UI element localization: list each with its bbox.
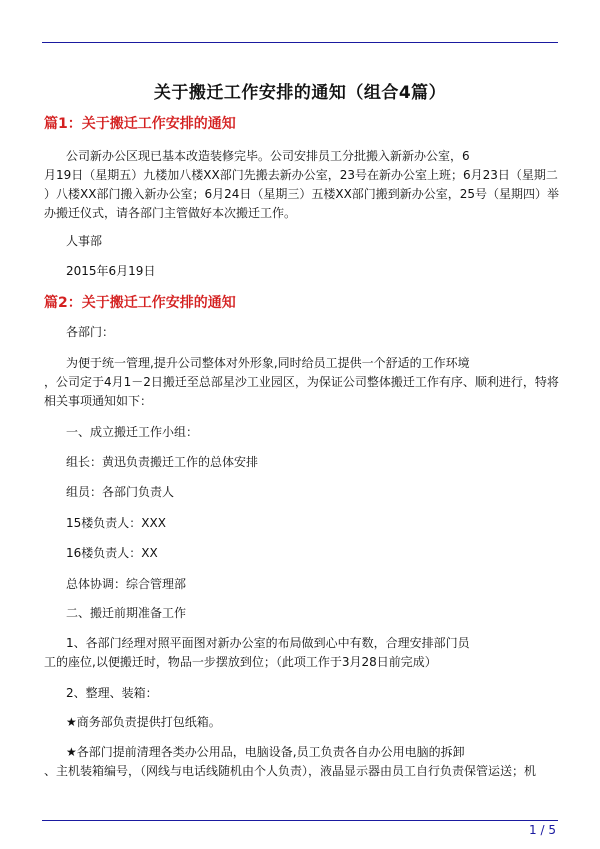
section2-leader: 组长：黄迅负责搬迁工作的总体安排 — [66, 455, 259, 469]
section1-paragraph-line: 办搬迁仪式，请各部门主管做好本次搬迁工作。 — [44, 206, 297, 220]
footer-rule — [42, 820, 558, 821]
section2-intro-line: ，公司定于4月1－2日搬迁至总部星沙工业园区，为保证公司整体搬迁工作有序、顺利进行，特将 — [44, 375, 559, 389]
section2-item1: 一、成立搬迁工作小组： — [66, 425, 199, 439]
section2-star2-line: ★各部门提前清理各类办公用品，电脑设备,员工负责各自办公用电脑的拆卸 — [66, 745, 465, 759]
section2-floor16: 16楼负责人：XX — [66, 546, 158, 560]
document-title: 关于搬迁工作安排的通知（组合4篇） — [153, 83, 447, 103]
section1-paragraph-line: ）八楼XX部门搬入新办公室；6月24日（星期三）五楼XX部门搬到新办公室，25号（星期四）举 — [44, 187, 560, 201]
section2-prep2: 2、整理、装箱： — [66, 686, 158, 700]
section1-signature: 人事部 — [66, 234, 103, 248]
section2-item2: 二、搬迁前期准备工作 — [66, 606, 187, 620]
section2-prep1-line: 1、各部门经理对照平面图对新办公室的布局做到心中有数，合理安排部门员 — [66, 636, 470, 650]
section1-paragraph-line: 月19日（星期五）九楼加八楼XX部门先搬去新办公室，23号在新办公室上班；6月23日（星期二 — [44, 168, 558, 182]
section2-prep1-line: 工的座位,以便搬迁时，物品一步摆放到位；（此项工作于3月28日前完成） — [44, 655, 437, 669]
section2-star2-line: 、主机装箱编号，（网线与电话线随机由个人负责），液晶显示器由员工自行负责保管运送；机 — [44, 764, 537, 778]
section2-intro-line: 为便于统一管理,提升公司整体对外形象,同时给员工提供一个舒适的工作环境 — [66, 356, 470, 370]
section2-star1: ★商务部负责提供打包纸箱。 — [66, 715, 221, 729]
section2-salutation: 各部门： — [66, 325, 115, 339]
section1-heading: 篇1：关于搬迁工作安排的通知 — [44, 116, 236, 132]
section2-members: 组员：各部门负责人 — [66, 485, 175, 499]
section2-intro-line: 相关事项通知如下： — [44, 394, 153, 408]
page-indicator: 1 / 5 — [529, 823, 556, 837]
header-rule — [42, 42, 558, 43]
section2-heading: 篇2：关于搬迁工作安排的通知 — [44, 295, 236, 311]
section1-paragraph-line: 公司新办公区现已基本改造装修完毕。公司安排员工分批搬入新新办公室，6 — [66, 149, 470, 163]
section2-floor15: 15楼负责人：XXX — [66, 516, 166, 530]
section1-date: 2015年6月19日 — [66, 264, 156, 278]
section2-coordination: 总体协调：综合管理部 — [66, 577, 187, 591]
